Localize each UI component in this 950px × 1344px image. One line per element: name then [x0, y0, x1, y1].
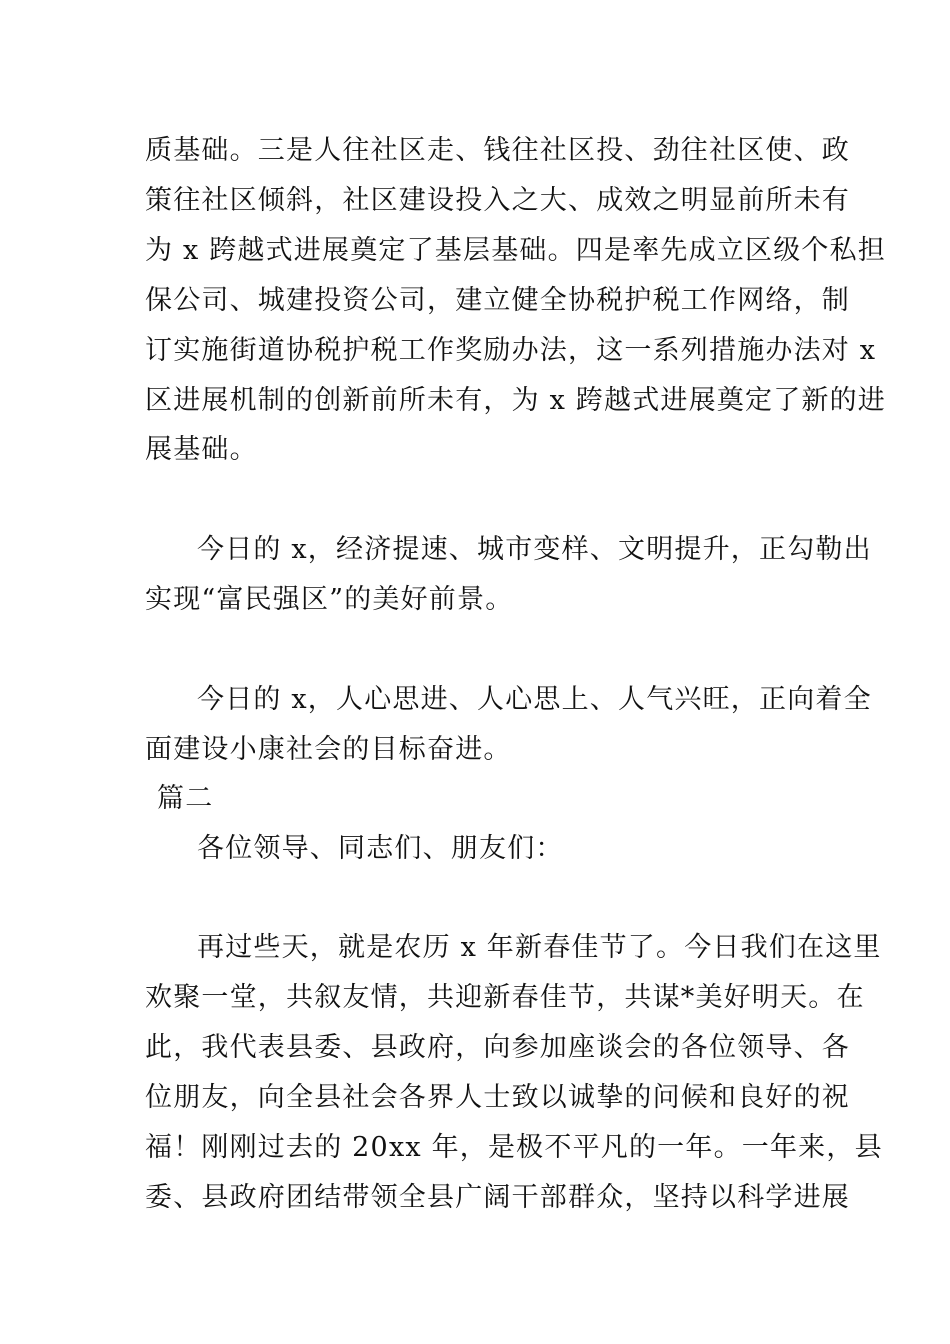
paragraph-3-line-1: 今日的 x，人心思进、人心思上、人气兴旺，正向着全	[197, 684, 872, 715]
paragraph-4-line-2: 欢聚一堂，共叙友情，共迎新春佳节，共谋*美好明天。在	[145, 982, 865, 1013]
paragraph-2-line-2: 实现“富民强区”的美好前景。	[145, 584, 514, 615]
paragraph-2-line-1: 今日的 x，经济提速、城市变样、文明提升，正勾勒出	[197, 534, 872, 565]
paragraph-1-line-7: 展基础。	[145, 434, 258, 465]
paragraph-1-line-5: 订实施街道协税护税工作奖励办法，这一系列措施办法对 x	[145, 335, 877, 366]
paragraph-4-line-1: 再过些天，就是农历 x 年新春佳节了。今日我们在这里	[197, 932, 882, 963]
paragraph-4-line-5: 福！刚刚过去的 20xx 年，是极不平凡的一年。一年来，县	[145, 1132, 883, 1163]
paragraph-1-line-3: 为 x 跨越式进展奠定了基层基础。四是率先成立区级个私担	[145, 235, 886, 266]
paragraph-1-line-6: 区进展机制的创新前所未有，为 x 跨越式进展奠定了新的进	[145, 385, 886, 416]
paragraph-3-line-2: 面建设小康社会的目标奋进。	[145, 734, 512, 765]
paragraph-4-line-4: 位朋友，向全县社会各界人士致以诚挚的问候和良好的祝	[145, 1082, 850, 1113]
paragraph-1-line-2: 策往社区倾斜，社区建设投入之大、成效之明显前所未有	[145, 185, 850, 216]
paragraph-4-line-6: 委、县政府团结带领全县广阔干部群众，坚持以科学进展	[145, 1182, 850, 1213]
salutation: 各位领导、同志们、朋友们：	[197, 833, 564, 864]
paragraph-1-line-4: 保公司、城建投资公司，建立健全协税护税工作网络，制	[145, 285, 850, 316]
section-heading: 篇二	[157, 783, 214, 814]
paragraph-4-line-3: 此，我代表县委、县政府，向参加座谈会的各位领导、各	[145, 1032, 850, 1063]
paragraph-1-line-1: 质基础。三是人往社区走、钱往社区投、劲往社区使、政	[145, 135, 850, 166]
